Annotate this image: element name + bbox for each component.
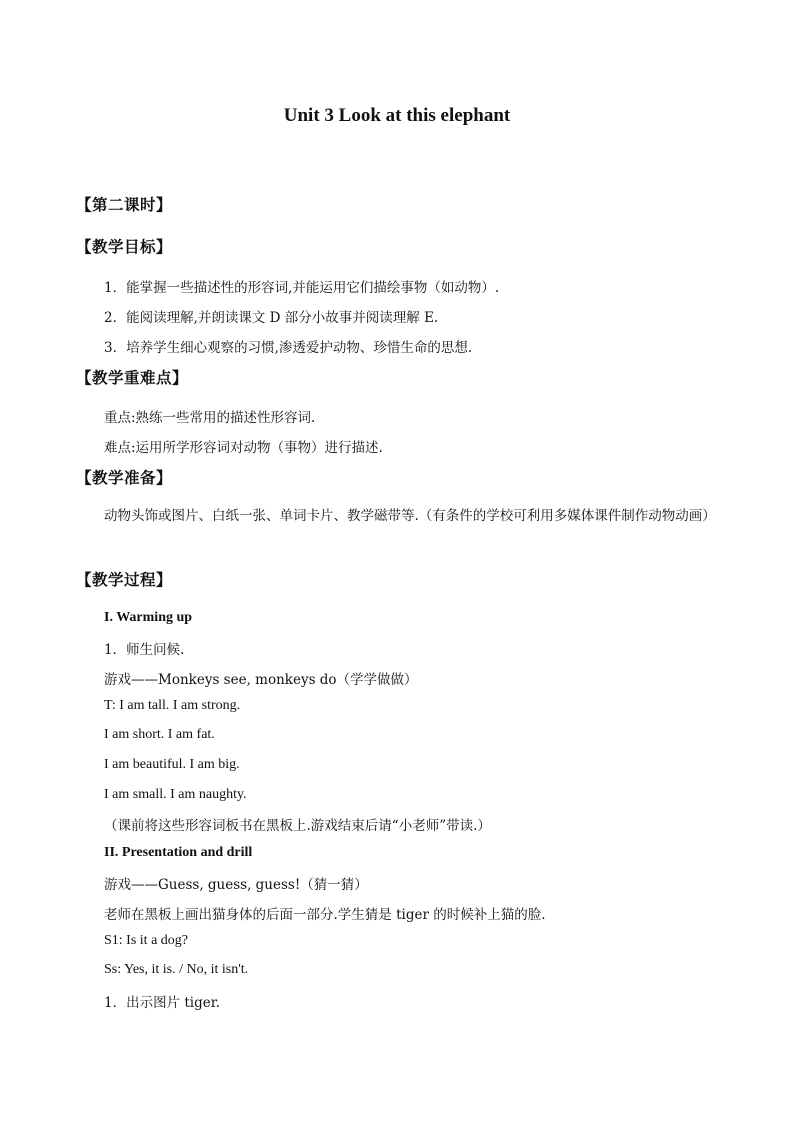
- warmup-line: I am beautiful. I am big.: [104, 757, 240, 772]
- warmup-title: I. Warming up: [104, 610, 193, 625]
- warmup-line: T: I am tall. I am strong.: [104, 698, 241, 713]
- keypoint-item: 难点:运用所学形容词对动物（事物）进行描述.: [104, 440, 383, 456]
- warmup-line: I am short. I am fat.: [104, 727, 215, 742]
- warmup-line: 1．师生问候.: [104, 642, 185, 658]
- preparation-heading: 【教学准备】: [76, 469, 173, 487]
- presentation-line: 老师在黑板上画出猫身体的后面一部分.学生猜是 tiger 的时候补上猫的脸.: [104, 907, 546, 923]
- presentation-line: 游戏——Guess, guess, guess!（猜一猜）: [104, 877, 368, 893]
- warmup-line: （课前将这些形容词板书在黑板上.游戏结束后请“小老师”带读.）: [104, 818, 491, 834]
- presentation-line: S1: Is it a dog?: [104, 933, 188, 948]
- lesson-heading: 【第二课时】: [76, 196, 173, 214]
- objective-item: 1．能掌握一些描述性的形容词,并能运用它们描绘事物（如动物）.: [104, 280, 500, 296]
- warmup-line: I am small. I am naughty.: [104, 787, 247, 802]
- objective-item: 3．培养学生细心观察的习惯,渗透爱护动物、珍惜生命的思想.: [104, 340, 473, 356]
- keypoints-heading: 【教学重难点】: [76, 369, 189, 387]
- warmup-line: 游戏——Monkeys see, monkeys do（学学做做）: [104, 672, 418, 688]
- objective-item: 2．能阅读理解,并朗读课文 D 部分小故事并阅读理解 E.: [104, 310, 439, 326]
- document-title: Unit 3 Look at this elephant: [283, 105, 511, 126]
- presentation-title: II. Presentation and drill: [104, 845, 253, 860]
- presentation-line: Ss: Yes, it is. / No, it isn't.: [104, 962, 249, 977]
- preparation-text: 动物头饰或图片、白纸一张、单词卡片、教学磁带等.（有条件的学校可利用多媒体课件制作动物动画）: [104, 508, 716, 524]
- keypoint-item: 重点:熟练一些常用的描述性形容词.: [104, 410, 316, 426]
- objectives-heading: 【教学目标】: [76, 238, 173, 256]
- presentation-line: 1．出示图片 tiger.: [104, 995, 221, 1011]
- process-heading: 【教学过程】: [76, 571, 173, 589]
